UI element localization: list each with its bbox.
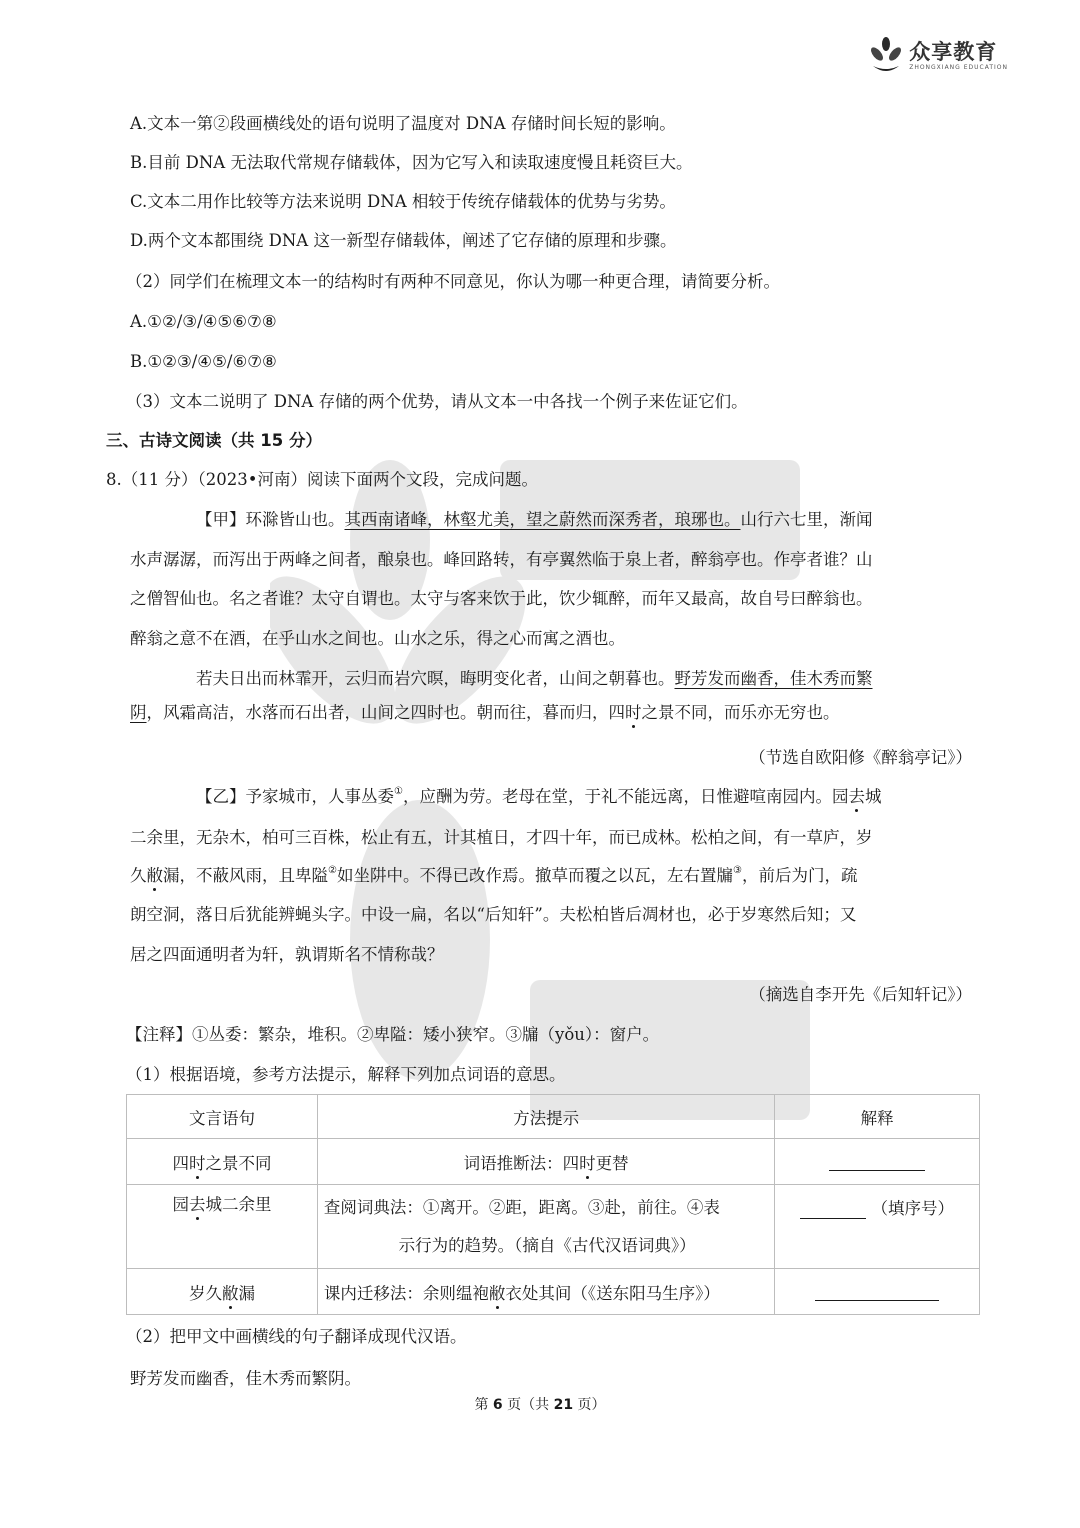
option-c: C.文本二用作比较等方法来说明 DNA 相较于传统存储载体的优势与劣势。 xyxy=(130,192,676,211)
jia-underlined-sentence-1: 其西南诸峰，林壑尤美，望之蔚然而深秀者，琅琊也。 xyxy=(344,510,741,529)
dotted-char: 敝 xyxy=(146,866,163,885)
table-cell-method: 词语推断法：四时更替 xyxy=(317,1139,774,1185)
brand-logo xyxy=(869,36,1008,76)
answer-blank[interactable] xyxy=(775,1139,980,1185)
question-3-stem: （3）文本二说明了 DNA 存储的两个优势，请从文本一中各找一个例子来佐证它们。 xyxy=(126,392,748,411)
sub-question-2-sentence: 野芳发而幽香，佳木秀而繁阴。 xyxy=(130,1369,361,1388)
table-cell-method: 查阅词典法：①离开。②距，距离。③赴，前往。④表 示行为的趋势。（摘自《古代汉语词典》） xyxy=(317,1185,774,1269)
table-header: 文言语句 xyxy=(127,1095,318,1139)
passage-jia-line-3: 之僧智仙也。名之者谁？太守自谓也。太守与客来饮于此，饮少辄醉，而年又最高，故自号曰醉翁也。 xyxy=(130,589,873,608)
option-a: A.文本一第②段画横线处的语句说明了温度对 DNA 存储时间长短的影响。 xyxy=(130,114,676,133)
passage-jia-line-1: 【甲】环滁皆山也。其西南诸峰，林壑尤美，望之蔚然而深秀者，琅琊也。山行六七里，渐闻 xyxy=(196,510,873,529)
passage-yi-line-1: 【乙】予家城市，人事丛委①，应酬为劳。老母在堂，于礼不能远离，日惟避喧南园内。园去城 xyxy=(196,786,882,806)
q2-option-a: A.①②/③/④⑤⑥⑦⑧ xyxy=(130,312,277,331)
table-header: 解释 xyxy=(775,1095,980,1139)
passage-yi-line-2: 二余里，无杂木，柏可三百株，松止有五，计其植日，才四十年，而已成林。松柏之间，有一草庐，岁 xyxy=(130,828,873,847)
answer-blank[interactable] xyxy=(775,1269,980,1315)
answer-blank[interactable]: （填序号） xyxy=(775,1185,980,1269)
yi-source: （摘选自李开先《后知轩记》） xyxy=(749,985,972,1004)
jia-source: （节选自欧阳修《醉翁亭记》） xyxy=(749,748,972,767)
table-cell-phrase: 园去城二余里 xyxy=(127,1185,318,1269)
table-header: 方法提示 xyxy=(317,1095,774,1139)
vocab-table xyxy=(126,1094,980,1315)
passage-yi-line-3: 久敝漏，不蔽风雨，且卑隘②如坐阱中。不得已改作焉。撤草而覆之以瓦，左右置牖③，前后为门，疏 xyxy=(130,865,858,885)
total-pages: 21 xyxy=(553,1397,574,1413)
passage-yi-line-4: 朗空洞，落日后犹能辨蝇头字。中设一扁，名以“后知轩”。夫松柏皆后凋材也，必于岁寒然后知；又 xyxy=(130,905,857,924)
question-2-stem: （2）同学们在梳理文本一的结构时有两种不同意见，你认为哪一种更合理，请简要分析。 xyxy=(126,272,780,291)
sub-question-1: （1）根据语境，参考方法提示，解释下列加点词语的意思。 xyxy=(126,1065,566,1084)
passage-yi-line-5: 居之四面通明者为轩，孰谓斯名不情称哉？ xyxy=(130,945,444,964)
passage-jia-line-6: 阴，风霜高洁，水落而石出者，山间之四时也。朝而往，暮而归，四时之景不同，而乐亦无穷也。 xyxy=(130,703,840,722)
table-row xyxy=(127,1269,980,1315)
leaf-logo-icon xyxy=(869,36,903,76)
jia-underlined-sentence-2: 野芳发而幽香，佳木秀而繁 xyxy=(674,669,873,688)
dotted-char: 时 xyxy=(625,703,642,722)
table-row xyxy=(127,1185,980,1269)
section-heading: 三、古诗文阅读（共 15 分） xyxy=(106,431,322,450)
passage-jia-line-2: 水声潺潺，而泻出于两峰之间者，酿泉也。峰回路转，有亭翼然临于泉上者，醉翁亭也。作亭者谁？山 xyxy=(130,550,873,569)
table-cell-phrase: 岁久敝漏 xyxy=(127,1269,318,1315)
passage-jia-line-4: 醉翁之意不在酒，在乎山水之间也。山水之乐，得之心而寓之酒也。 xyxy=(130,629,625,648)
table-header-row xyxy=(127,1095,980,1139)
table-row xyxy=(127,1139,980,1185)
dotted-char: 去 xyxy=(848,787,865,806)
page-footer: 第 6 页（共 21 页） xyxy=(474,1397,606,1413)
annotation-notes: 【注释】①丛委：繁杂，堆积。②卑隘：矮小狭窄。③牖（yǒu）：窗户。 xyxy=(126,1025,660,1044)
q2-option-b: B.①②③/④⑤/⑥⑦⑧ xyxy=(130,352,277,371)
table-cell-phrase: 四时之景不同 xyxy=(127,1139,318,1185)
brand-name: 众享教育 xyxy=(909,40,998,64)
table-cell-method: 课内迁移法：余则缊袍敝衣处其间（《送东阳马生序》） xyxy=(317,1269,774,1315)
brand-subtitle: ZHONGXIANG EDUCATION xyxy=(909,64,1008,71)
sub-question-2: （2）把甲文中画横线的句子翻译成现代汉语。 xyxy=(126,1327,467,1346)
passage-jia-line-5: 若夫日出而林霏开，云归而岩穴暝，晦明变化者，山间之朝暮也。野芳发而幽香，佳木秀而繁 xyxy=(196,669,873,688)
option-b: B.目前 DNA 无法取代常规存储载体，因为它写入和读取速度慢且耗资巨大。 xyxy=(130,153,693,172)
question-8-stem: 8.（11 分）（2023•河南）阅读下面两个文段，完成问题。 xyxy=(106,470,538,489)
option-d: D.两个文本都围绕 DNA 这一新型存储载体，阐述了它存储的原理和步骤。 xyxy=(130,231,677,250)
page-number: 6 xyxy=(492,1397,503,1413)
